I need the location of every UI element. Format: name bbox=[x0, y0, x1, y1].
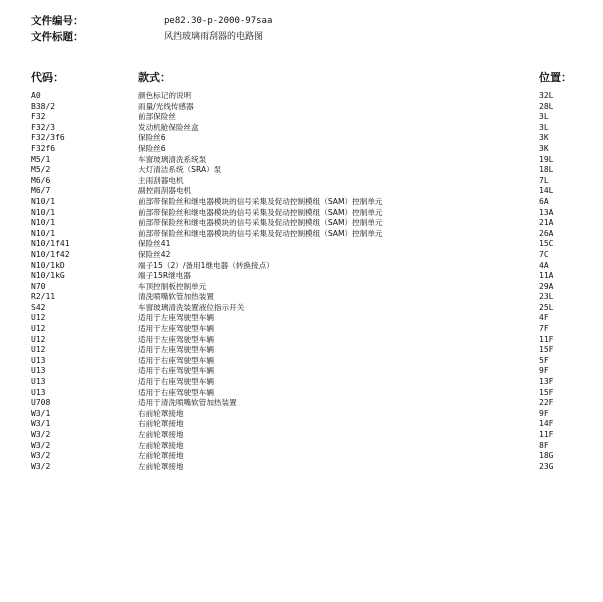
table-row bbox=[0, 155, 603, 166]
table-row bbox=[0, 377, 603, 388]
table-row bbox=[0, 419, 603, 430]
component-description: 车窗玻璃清洗系统泵 bbox=[138, 154, 207, 164]
table-row bbox=[0, 208, 603, 219]
component-position: 3K bbox=[539, 133, 549, 143]
component-position: 4F bbox=[539, 313, 549, 323]
component-position: 32L bbox=[539, 91, 554, 100]
component-position: 19L bbox=[539, 154, 554, 164]
component-code: N10/1 bbox=[31, 207, 56, 217]
table-row bbox=[0, 451, 603, 462]
component-code: R2/11 bbox=[31, 292, 56, 302]
table-row bbox=[0, 112, 603, 123]
component-description: 左前轮罩接地 bbox=[138, 451, 184, 461]
component-position: 14L bbox=[539, 186, 554, 196]
component-description: 适用于清洗喷嘴软管加热装置 bbox=[138, 398, 237, 408]
doc-number-label: 文件编号： bbox=[31, 15, 84, 27]
component-description: 适用于左座驾驶型车辆 bbox=[138, 334, 214, 344]
component-description: 适用于右座驾驶型车辆 bbox=[138, 355, 214, 365]
component-code: W3/2 bbox=[31, 430, 51, 439]
component-description: 端子15（2）/备用1继电器（转换接点） bbox=[138, 260, 274, 270]
component-position: 29A bbox=[539, 281, 554, 291]
component-description: 保险丝41 bbox=[138, 239, 171, 249]
table-row bbox=[0, 441, 603, 452]
component-position: 15F bbox=[539, 345, 554, 355]
table-row bbox=[0, 218, 603, 229]
component-description: 适用于左座驾驶型车辆 bbox=[138, 324, 214, 334]
component-description: 左前轮罩接地 bbox=[138, 461, 184, 471]
component-description: 清洗喷嘴软管加热装置 bbox=[138, 292, 214, 302]
component-position: 11F bbox=[539, 334, 554, 344]
component-code: M6/6 bbox=[31, 175, 51, 185]
component-position: 7F bbox=[539, 324, 549, 334]
table-row bbox=[0, 102, 603, 113]
component-description: 雨量/光线传感器 bbox=[138, 101, 194, 111]
table-row bbox=[0, 398, 603, 409]
table-row bbox=[0, 186, 603, 197]
table-row bbox=[0, 261, 603, 272]
table-row bbox=[0, 462, 603, 473]
component-description: 保险丝6 bbox=[138, 143, 166, 153]
table-row bbox=[0, 250, 603, 261]
component-code: U12 bbox=[31, 345, 46, 355]
component-position: 13A bbox=[539, 207, 554, 217]
component-description: 颜色标记的说明 bbox=[138, 91, 192, 100]
component-description: 前部带保险丝和继电器模块的信号采集及促动控制模组（SAM）控制单元 bbox=[138, 228, 383, 238]
component-code: N10/1 bbox=[31, 228, 56, 238]
component-code: N10/1 bbox=[31, 218, 56, 228]
component-code: M5/1 bbox=[31, 154, 51, 164]
component-description: 车窗玻璃清洗装置液位指示开关 bbox=[138, 302, 245, 312]
table-row bbox=[0, 303, 603, 314]
component-code: A0 bbox=[31, 91, 41, 100]
component-code: U12 bbox=[31, 313, 46, 323]
component-code: N10/1kD bbox=[31, 260, 65, 270]
table-row bbox=[0, 409, 603, 420]
component-code: U13 bbox=[31, 377, 46, 387]
component-description: 端子15R继电器 bbox=[138, 271, 191, 281]
table-row bbox=[0, 144, 603, 155]
component-code: U12 bbox=[31, 334, 46, 344]
column-header-position: 位置： bbox=[539, 71, 572, 84]
component-description: 副控雨刮器电机 bbox=[138, 186, 192, 196]
component-code: U13 bbox=[31, 366, 46, 376]
component-position: 21A bbox=[539, 218, 554, 228]
component-code: N10/1f41 bbox=[31, 239, 70, 249]
component-position: 4A bbox=[539, 260, 549, 270]
component-position: 5F bbox=[539, 355, 549, 365]
component-code: F32/3 bbox=[31, 122, 56, 132]
component-position: 18L bbox=[539, 165, 554, 175]
component-code: W3/2 bbox=[31, 451, 51, 461]
component-position: 13F bbox=[539, 377, 554, 387]
component-position: 8F bbox=[539, 440, 549, 450]
component-description: 车顶控制板控制单元 bbox=[138, 281, 207, 291]
table-row bbox=[0, 313, 603, 324]
component-position: 22F bbox=[539, 398, 554, 408]
component-code: N70 bbox=[31, 281, 46, 291]
component-position: 23L bbox=[539, 292, 554, 302]
component-description: 右前轮罩接地 bbox=[138, 419, 184, 429]
table-row bbox=[0, 388, 603, 399]
table-row bbox=[0, 197, 603, 208]
component-position: 3L bbox=[539, 112, 549, 122]
component-code: F32/3f6 bbox=[31, 133, 65, 143]
component-position: 28L bbox=[539, 101, 554, 111]
component-code: M5/2 bbox=[31, 165, 51, 175]
component-description: 左前轮罩接地 bbox=[138, 430, 184, 439]
component-description: 适用于右座驾驶型车辆 bbox=[138, 387, 214, 397]
component-description: 大灯清洁系统（SRA）泵 bbox=[138, 165, 222, 175]
component-position: 15F bbox=[539, 387, 554, 397]
component-description: 前部带保险丝和继电器模块的信号采集及促动控制模组（SAM）控制单元 bbox=[138, 218, 383, 228]
table-row bbox=[0, 239, 603, 250]
component-position: 18G bbox=[539, 451, 554, 461]
component-position: 23G bbox=[539, 461, 554, 471]
component-code: W3/1 bbox=[31, 408, 51, 418]
table-row bbox=[0, 271, 603, 282]
table-row bbox=[0, 335, 603, 346]
component-code: M6/7 bbox=[31, 186, 51, 196]
column-header-code: 代码： bbox=[31, 71, 64, 84]
component-code: W3/2 bbox=[31, 440, 51, 450]
component-code: U708 bbox=[31, 398, 51, 408]
component-code: F32 bbox=[31, 112, 46, 122]
component-position: 14F bbox=[539, 419, 554, 429]
component-position: 25L bbox=[539, 302, 554, 312]
component-code: F32f6 bbox=[31, 143, 56, 153]
component-position: 11A bbox=[539, 271, 554, 281]
component-description: 适用于右座驾驶型车辆 bbox=[138, 366, 214, 376]
component-description: 主雨刮器电机 bbox=[138, 175, 184, 185]
doc-title-value: 风挡玻璃雨刮器的电路图 bbox=[164, 32, 264, 42]
component-list bbox=[0, 91, 603, 472]
component-position: 3L bbox=[539, 122, 549, 132]
table-row bbox=[0, 133, 603, 144]
doc-title-label: 文件标题： bbox=[31, 31, 84, 43]
component-description: 前部带保险丝和继电器模块的信号采集及促动控制模组（SAM）控制单元 bbox=[138, 196, 383, 206]
component-description: 前部带保险丝和继电器模块的信号采集及促动控制模组（SAM）控制单元 bbox=[138, 207, 383, 217]
component-description: 适用于右座驾驶型车辆 bbox=[138, 377, 214, 387]
component-description: 左前轮罩接地 bbox=[138, 440, 184, 450]
doc-number-value: pe82.30-p-2000-97saa bbox=[164, 16, 273, 26]
column-header-description: 款式： bbox=[138, 71, 171, 84]
component-position: 9F bbox=[539, 366, 549, 376]
table-row bbox=[0, 176, 603, 187]
component-description: 适用于左座驾驶型车辆 bbox=[138, 345, 214, 355]
component-code: N10/1 bbox=[31, 196, 56, 206]
table-row bbox=[0, 430, 603, 441]
component-code: W3/1 bbox=[31, 419, 51, 429]
component-description: 适用于左座驾驶型车辆 bbox=[138, 313, 214, 323]
component-code: U13 bbox=[31, 355, 46, 365]
table-row bbox=[0, 282, 603, 293]
component-description: 右前轮罩接地 bbox=[138, 408, 184, 418]
component-position: 7L bbox=[539, 175, 549, 185]
component-description: 保险丝42 bbox=[138, 249, 171, 259]
table-row bbox=[0, 165, 603, 176]
component-code: U12 bbox=[31, 324, 46, 334]
component-code: N10/1kG bbox=[31, 271, 65, 281]
component-position: 26A bbox=[539, 228, 554, 238]
component-code: W3/2 bbox=[31, 461, 51, 471]
table-row bbox=[0, 345, 603, 356]
table-row bbox=[0, 91, 603, 102]
component-code: B38/2 bbox=[31, 101, 56, 111]
component-code: S42 bbox=[31, 302, 46, 312]
component-position: 6A bbox=[539, 196, 549, 206]
component-position: 3K bbox=[539, 143, 549, 153]
component-code: N10/1f42 bbox=[31, 249, 70, 259]
component-code: U13 bbox=[31, 387, 46, 397]
table-row bbox=[0, 123, 603, 134]
table-row bbox=[0, 324, 603, 335]
component-description: 发动机舱保险丝盒 bbox=[138, 122, 199, 132]
component-position: 11F bbox=[539, 430, 554, 439]
component-position: 15C bbox=[539, 239, 554, 249]
table-row bbox=[0, 292, 603, 303]
table-row bbox=[0, 229, 603, 240]
component-position: 9F bbox=[539, 408, 549, 418]
table-row bbox=[0, 356, 603, 367]
table-row bbox=[0, 366, 603, 377]
component-description: 保险丝6 bbox=[138, 133, 166, 143]
component-description: 前部保险丝 bbox=[138, 112, 176, 122]
component-position: 7C bbox=[539, 249, 549, 259]
